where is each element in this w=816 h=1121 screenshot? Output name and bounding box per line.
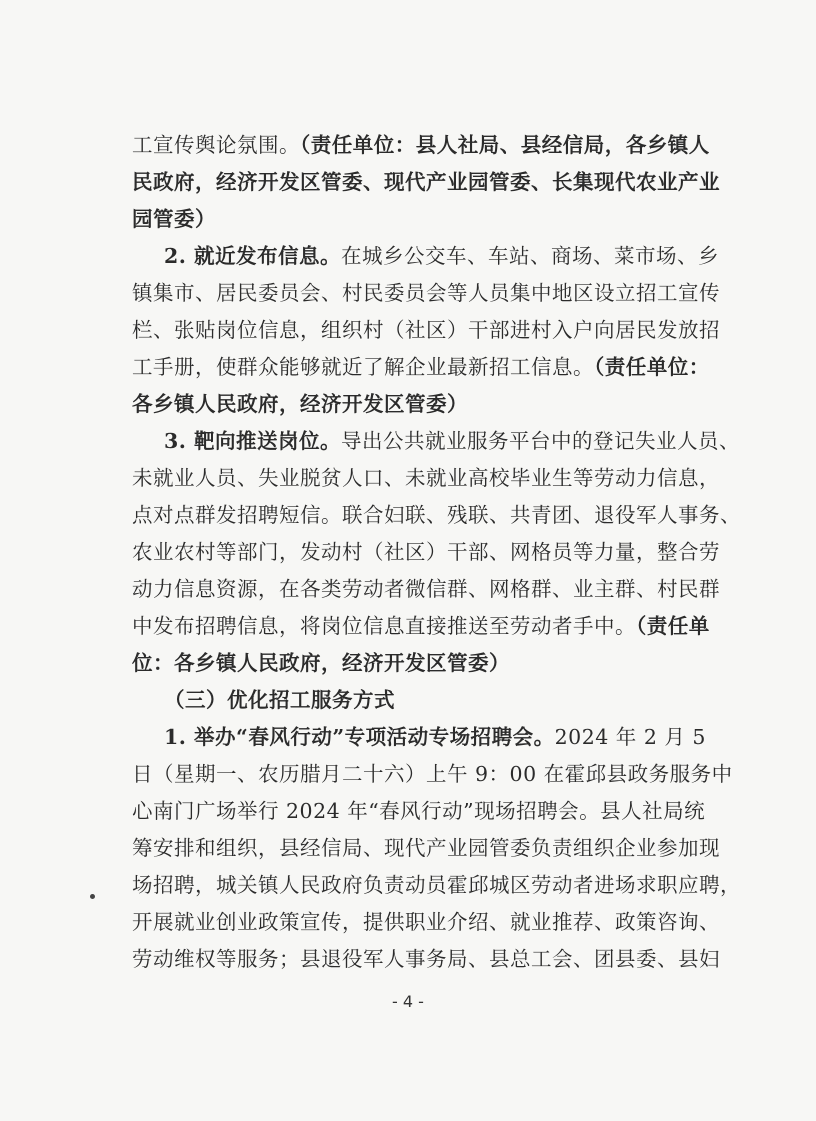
text-run: 工宣传舆论氛围。: [132, 133, 300, 157]
bold-text: （责任单位：: [594, 355, 710, 379]
text-run: 点对点群发招聘短信。联合妇联、残联、共青团、退役军人事务、: [132, 503, 741, 527]
text-line: [132, 312, 720, 349]
text-run: 劳动维权等服务；县退役军人事务局、县总工会、团县委、县妇: [132, 947, 720, 971]
text-run: 导出公共就业服务平台中的登记失业人员、: [341, 429, 741, 453]
text-line: [132, 719, 712, 756]
text-line: [132, 571, 720, 608]
body-text: [132, 127, 741, 978]
text-run: 心南门广场举行 2024 年“春风行动”现场招聘会。县人社局统: [132, 799, 706, 823]
text-run: 在城乡公交车、车站、商场、菜市场、乡: [341, 244, 720, 268]
text-line: [132, 830, 720, 867]
section-heading: [132, 682, 712, 719]
text-run: 场招聘，城关镇人民政府负责动员霍邱城区劳动者进场求职应聘，: [132, 873, 741, 897]
text-run: 工手册，使群众能够就近了解企业最新招工信息。: [132, 355, 594, 379]
bold-text: （责任单位：县人社局、县经信局，各乡镇人: [300, 133, 710, 157]
text-line: [132, 238, 720, 275]
text-run: 筹安排和组织，县经信局、现代产业园管委负责组织企业参加现: [132, 836, 720, 860]
text-line: [132, 423, 741, 460]
text-line: [132, 793, 712, 830]
bold-text: 1. 举办“春风行动”专项活动专场招聘会。: [164, 725, 555, 749]
bold-text: 园管委）: [132, 207, 216, 231]
bold-text: 2. 就近发布信息。: [164, 244, 342, 268]
bold-text: 民政府，经济开发区管委、现代产业园管委、长集现代农业产业: [132, 170, 720, 194]
text-line: [132, 756, 733, 793]
bold-text: 位：各乡镇人民政府，经济开发区管委）: [132, 651, 510, 675]
text-run: 镇集市、居民委员会、村民委员会等人员集中地区设立招工宣传: [132, 281, 720, 305]
text-line: [132, 534, 720, 571]
text-run: 动力信息资源，在各类劳动者微信群、网格群、业主群、村民群: [132, 577, 720, 601]
text-line: [132, 201, 712, 238]
text-run: 开展就业创业政策宣传，提供职业介绍、就业推荐、政策咨询、: [132, 910, 720, 934]
text-line: [132, 497, 741, 534]
bold-text: （责任单: [636, 614, 710, 638]
scan-mark: [90, 894, 95, 899]
text-line: [132, 867, 741, 904]
bold-text: 各乡镇人民政府，经济开发区管委）: [132, 392, 468, 416]
text-line: [132, 941, 720, 978]
text-line: [132, 164, 720, 201]
text-run: 农业农村等部门，发动村（社区）干部、网格员等力量，整合劳: [132, 540, 720, 564]
text-line: [132, 349, 712, 386]
text-line: [132, 645, 712, 682]
text-line: [132, 127, 712, 164]
text-line: [132, 386, 712, 423]
text-run: 栏、张贴岗位信息，组织村（社区）干部进村入户向居民发放招: [132, 318, 720, 342]
page-number: - 4 -: [392, 992, 424, 1011]
bold-text: 3. 靶向推送岗位。: [164, 429, 342, 453]
text-line: [132, 460, 720, 497]
text-run: 未就业人员、失业脱贫人口、未就业高校毕业生等劳动力信息，: [132, 466, 720, 490]
text-line: [132, 904, 720, 941]
text-line: [132, 275, 720, 312]
text-run: 2024 年 2 月 5: [554, 725, 706, 749]
bold-text: （三）优化招工服务方式: [164, 688, 395, 712]
text-run: 中发布招聘信息，将岗位信息直接推送至劳动者手中。: [132, 614, 636, 638]
text-line: [132, 608, 712, 645]
text-run: 日（星期一、农历腊月二十六）上午 9：00 在霍邱县政务服务中: [132, 762, 733, 786]
